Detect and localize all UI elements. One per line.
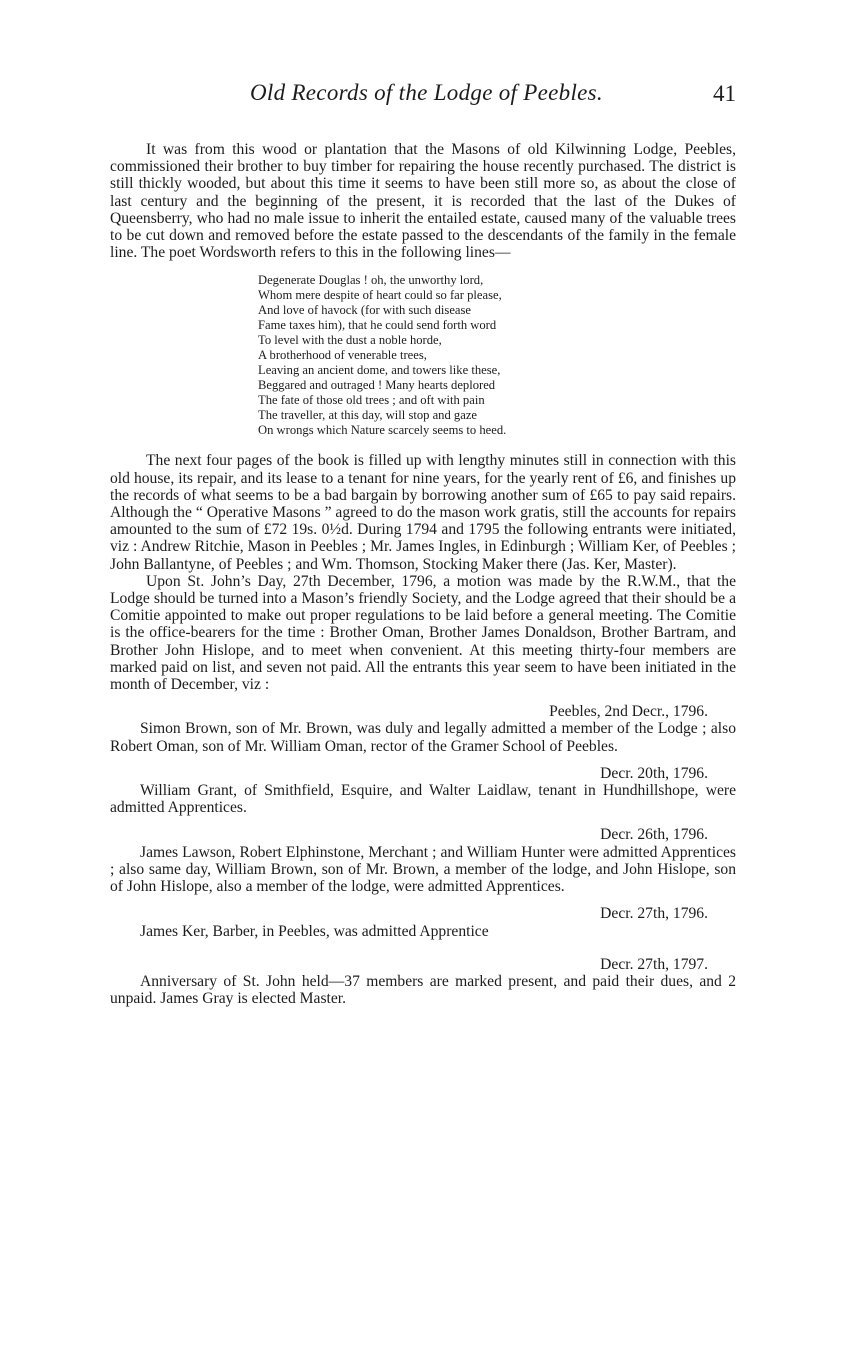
entry-date: Decr. 20th, 1796. bbox=[600, 764, 708, 782]
verse-line: A brotherhood of venerable trees, bbox=[258, 348, 427, 363]
verse-line: And love of havock (for with such disease bbox=[258, 303, 471, 318]
entry-text: Anniversary of St. John held—37 members are marked present, and paid their dues, and 2 unpaid. James Gray is elected Master. bbox=[110, 972, 736, 1008]
verse-line: Fame taxes him), that he could send forth word bbox=[258, 318, 497, 333]
verse-line: The traveller, at this day, will stop and gaze bbox=[258, 408, 477, 423]
verse-line: Leaving an ancient dome, and towers like these, bbox=[258, 363, 501, 378]
entry-text: William Grant, of Smithfield, Esquire, and Walter Laidlaw, tenant in Hundhillshope, were admitted Apprentices. bbox=[110, 782, 736, 817]
entry-text: James Lawson, Robert Elphinstone, Merchant ; and William Hunter were admitted Apprentices ; also same day, William Brown, son of Mr. Brown, a member of the lodge, and John Hislope, son of John Hislope, also a member of the lodge, were admitted Apprentices. bbox=[110, 843, 736, 896]
verse-line: Whom mere despite of heart could so far please, bbox=[258, 288, 502, 303]
running-title: Old Records of the Lodge of Peebles. bbox=[250, 80, 603, 105]
body-text bbox=[110, 141, 736, 1007]
entry-text: James Ker, Barber, in Peebles, was admitted Apprentice bbox=[140, 922, 489, 940]
verse-line: Degenerate Douglas ! oh, the unworthy lord, bbox=[258, 273, 484, 288]
paragraph-wood-plantation: It was from this wood or plantation that the Masons of old Kilwinning Lodge, Peebles, commissioned their brother to buy timber for repairing the house recently purchased. The district is still thickly wooded, but about this time it seems to have been still more so, as about the close of last century and the beginning of the present, it is recorded that the last of the Dukes of Queensberry, who had no male issue to inherit the entailed estate, caused many of the valuable trees to be cut down and removed before the estate passed to the descendants of the family in the female line. The poet Wordsworth refers to this in the following lines— bbox=[110, 141, 736, 262]
entry-date: Decr. 27th, 1797. bbox=[600, 955, 708, 973]
paragraph-st-johns-day: Upon St. John’s Day, 27th December, 1796, a motion was made by the R.W.M., that the Lodge should be turned into a Mason’s friendly Society, and the Lodge agreed that their should be a Comitie appointed to make out proper regulations to be laid before a general meeting. The Comitie is the office-bearers for the time : Brother Oman, Brother James Donaldson, Brother Bartram, and Brother John Hislope, and to meet when convenient. At this meeting thirty-four members are marked paid on list, and seven not paid. All the entrants this year seem to have been initiated in the month of December, viz : bbox=[110, 572, 736, 694]
entry-date: Decr. 27th, 1796. bbox=[600, 905, 708, 923]
page-number: 41 bbox=[713, 81, 736, 106]
page-header bbox=[110, 80, 740, 120]
verse-line: Beggared and outraged ! Many hearts deplored bbox=[258, 378, 496, 393]
entry-date: Decr. 26th, 1796. bbox=[600, 826, 708, 844]
entry-text: Simon Brown, son of Mr. Brown, was duly and legally admitted a member of the Lodge ; also Robert Oman, son of Mr. William Oman, rector of the Gramer School of Peebles. bbox=[110, 720, 736, 755]
verse-line: To level with the dust a noble horde, bbox=[258, 333, 442, 348]
paragraph-house-repairs: The next four pages of the book is filled up with lengthy minutes still in connection with this old house, its repair, and its lease to a tenant for nine years, for the yearly rent of £6, and finishes up the records of what seems to be a bad bargain by borrowing another sum of £65 to pay said repairs. Although the “ Operative Masons ” agreed to do the mason work gratis, still the accounts for repairs amounted to the sum of £72 19s. 0½d. During 1794 and 1795 the following entrants were initiated, viz : Andrew Ritchie, Mason in Peebles ; Mr. James Ingles, in Edinburgh ; William Ker, of Peebles ; John Ballantyne, of Peebles ; and Wm. Thomson, Stocking Maker there (Jas. Ker, Master). bbox=[110, 452, 736, 573]
verse-line: On wrongs which Nature scarcely seems to heed. bbox=[258, 423, 507, 438]
entry-date: Peebles, 2nd Decr., 1796. bbox=[549, 703, 708, 721]
wordsworth-verse bbox=[258, 273, 736, 438]
verse-line: The fate of those old trees ; and oft with pain bbox=[258, 393, 485, 408]
